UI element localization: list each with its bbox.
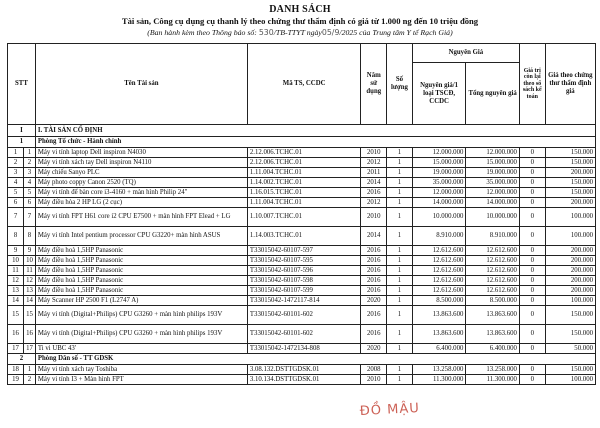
asset-name: Máy điều hoà 1,5HP Panasonic bbox=[35, 246, 247, 256]
year-used: 2016 bbox=[361, 306, 387, 325]
document-subtitle: Tài sản, Công cụ dụng cụ thanh lý theo chứng thư thẩm định có giá từ 1.000 ng đến 10 triệu đồng bbox=[121, 16, 479, 26]
row-stt: 4 bbox=[8, 178, 24, 188]
year-used: 2016 bbox=[361, 266, 387, 276]
appraised-price: 200.000 bbox=[545, 266, 595, 276]
total-price: 10.000.000 bbox=[466, 208, 520, 227]
table-row bbox=[8, 286, 596, 296]
year-used: 2020 bbox=[361, 296, 387, 306]
row-sub-index: 4 bbox=[24, 178, 36, 188]
unit-price: 12.000.000 bbox=[412, 148, 466, 158]
asset-name: Ti vi UBC 43' bbox=[35, 344, 247, 354]
asset-name: Máy vi tính FPT H61 core i2 CPU E7500 + màn hình FPT Elead + LG bbox=[35, 208, 247, 227]
total-price: 14.000.000 bbox=[466, 198, 520, 208]
row-sub-index: 9 bbox=[24, 246, 36, 256]
note-suffix: /2025 của Trung tâm Y tế Rạch Giá) bbox=[339, 28, 453, 37]
total-price: 11.300.000 bbox=[466, 375, 520, 385]
remaining-value: 0 bbox=[519, 198, 545, 208]
appraised-price: 150.000 bbox=[545, 365, 595, 375]
row-sub-index: 16 bbox=[24, 325, 36, 344]
asset-code: 2.12.006.TCHC.01 bbox=[247, 148, 361, 158]
unit-price: 12.000.000 bbox=[412, 188, 466, 198]
remaining-value: 0 bbox=[519, 365, 545, 375]
table-row bbox=[8, 296, 596, 306]
asset-code: T33015042-60101-602 bbox=[247, 306, 361, 325]
header-original-group: Nguyên Giá bbox=[412, 44, 519, 63]
total-price: 12.000.000 bbox=[466, 148, 520, 158]
asset-name: Máy vi tính để bàn core i3-4160 + màn hình Philip 24" bbox=[35, 188, 247, 198]
table-row bbox=[8, 246, 596, 256]
asset-code: 1.11.004.TCHC.01 bbox=[247, 198, 361, 208]
appraised-price: 200.000 bbox=[545, 246, 595, 256]
remaining-value: 0 bbox=[519, 375, 545, 385]
unit-price: 13.258.000 bbox=[412, 365, 466, 375]
year-used: 2016 bbox=[361, 188, 387, 198]
asset-name: Máy vi tính (Digital+Philips) CPU G3260 + màn hình philips 193V bbox=[35, 325, 247, 344]
quantity: 1 bbox=[387, 168, 413, 178]
quantity: 1 bbox=[387, 276, 413, 286]
department-row bbox=[8, 137, 596, 148]
unit-price: 14.000.000 bbox=[412, 198, 466, 208]
remaining-value: 0 bbox=[519, 158, 545, 168]
unit-price: 11.300.000 bbox=[412, 375, 466, 385]
year-used: 2014 bbox=[361, 227, 387, 246]
remaining-value: 0 bbox=[519, 168, 545, 178]
unit-price: 13.863.600 bbox=[412, 325, 466, 344]
asset-code: T33015042-60107-597 bbox=[247, 246, 361, 256]
row-stt: 17 bbox=[8, 344, 24, 354]
asset-code: 1.14.002.TCHC.01 bbox=[247, 178, 361, 188]
table-row bbox=[8, 208, 596, 227]
unit-price: 6.400.000 bbox=[412, 344, 466, 354]
appraised-price: 100.000 bbox=[545, 296, 595, 306]
table-body bbox=[8, 125, 596, 385]
row-sub-index: 10 bbox=[24, 256, 36, 266]
row-sub-index: 2 bbox=[24, 158, 36, 168]
asset-name: Máy vi tính laptop Dell inspiron N4030 bbox=[35, 148, 247, 158]
appraised-price: 150.000 bbox=[545, 188, 595, 198]
total-price: 13.258.000 bbox=[466, 365, 520, 375]
appraised-price: 150.000 bbox=[545, 178, 595, 188]
total-price: 12.612.600 bbox=[466, 276, 520, 286]
row-sub-index: 1 bbox=[24, 365, 36, 375]
year-used: 2016 bbox=[361, 256, 387, 266]
row-stt: 5 bbox=[8, 188, 24, 198]
document-note bbox=[0, 28, 600, 37]
year-used: 2016 bbox=[361, 276, 387, 286]
quantity: 1 bbox=[387, 178, 413, 188]
asset-code: T33015042-60107-598 bbox=[247, 276, 361, 286]
quantity: 1 bbox=[387, 148, 413, 158]
appraised-price: 200.000 bbox=[545, 276, 595, 286]
total-price: 12.612.600 bbox=[466, 286, 520, 296]
note-date: 05/9 bbox=[321, 28, 340, 37]
quantity: 1 bbox=[387, 208, 413, 227]
header-remaining: Giá trị còn lại theo sổ sách kế toán bbox=[519, 44, 545, 125]
appraised-price: 200.000 bbox=[545, 286, 595, 296]
unit-price: 35.000.000 bbox=[412, 178, 466, 188]
row-sub-index: 14 bbox=[24, 296, 36, 306]
asset-name: Máy photo coppy Canon 2520 (TQ) bbox=[35, 178, 247, 188]
total-price: 8.910.000 bbox=[466, 227, 520, 246]
table-row bbox=[8, 178, 596, 188]
asset-code: 3.10.134.DSTTGDSK.01 bbox=[247, 375, 361, 385]
department-row bbox=[8, 354, 596, 365]
year-used: 2014 bbox=[361, 178, 387, 188]
total-price: 6.400.000 bbox=[466, 344, 520, 354]
quantity: 1 bbox=[387, 158, 413, 168]
remaining-value: 0 bbox=[519, 306, 545, 325]
unit-price: 12.612.600 bbox=[412, 246, 466, 256]
total-price: 12.612.600 bbox=[466, 266, 520, 276]
quantity: 1 bbox=[387, 365, 413, 375]
total-price: 35.000.000 bbox=[466, 178, 520, 188]
table-row bbox=[8, 375, 596, 385]
asset-name: Máy vi tính Intel pentium processor CPU G3220+ màn hình ASUS bbox=[35, 227, 247, 246]
note-number: 530 bbox=[258, 28, 274, 37]
remaining-value: 0 bbox=[519, 188, 545, 198]
quantity: 1 bbox=[387, 227, 413, 246]
header-name: Tên Tài sản bbox=[35, 44, 247, 125]
appraised-price: 150.000 bbox=[545, 306, 595, 325]
header-stt: STT bbox=[8, 44, 36, 125]
table-row bbox=[8, 227, 596, 246]
row-stt: 9 bbox=[8, 246, 24, 256]
asset-code: T33015042-60107-599 bbox=[247, 286, 361, 296]
total-price: 8.500.000 bbox=[466, 296, 520, 306]
table-row bbox=[8, 256, 596, 266]
row-stt: 6 bbox=[8, 198, 24, 208]
remaining-value: 0 bbox=[519, 276, 545, 286]
row-sub-index: 5 bbox=[24, 188, 36, 198]
row-stt: 11 bbox=[8, 266, 24, 276]
asset-table bbox=[7, 43, 596, 385]
row-stt: 14 bbox=[8, 296, 24, 306]
row-sub-index: 1 bbox=[24, 148, 36, 158]
year-used: 2012 bbox=[361, 158, 387, 168]
remaining-value: 0 bbox=[519, 208, 545, 227]
asset-name: Máy điều hoà 1,5HP Panasonic bbox=[35, 276, 247, 286]
appraised-price: 200.000 bbox=[545, 168, 595, 178]
asset-code: T33015042-1472117-814 bbox=[247, 296, 361, 306]
section-label: I. TÀI SẢN CỐ ĐỊNH bbox=[35, 125, 595, 137]
row-stt: 12 bbox=[8, 276, 24, 286]
year-used: 2016 bbox=[361, 286, 387, 296]
document-title: DANH SÁCH bbox=[269, 4, 331, 15]
remaining-value: 0 bbox=[519, 344, 545, 354]
row-stt: 2 bbox=[8, 158, 24, 168]
row-sub-index: 17 bbox=[24, 344, 36, 354]
total-price: 12.612.600 bbox=[466, 246, 520, 256]
remaining-value: 0 bbox=[519, 246, 545, 256]
asset-code: 1.16.015.TCHC.01 bbox=[247, 188, 361, 198]
note-middle: /TB-TTYT ngày bbox=[273, 28, 322, 37]
row-sub-index: 2 bbox=[24, 375, 36, 385]
table-row bbox=[8, 344, 596, 354]
appraised-price: 100.000 bbox=[545, 208, 595, 227]
row-sub-index: 11 bbox=[24, 266, 36, 276]
unit-price: 8.500.000 bbox=[412, 296, 466, 306]
header-year: Năm sử dụng bbox=[361, 44, 387, 125]
quantity: 1 bbox=[387, 286, 413, 296]
remaining-value: 0 bbox=[519, 256, 545, 266]
header-qty: Số lượng bbox=[387, 44, 413, 125]
year-used: 2008 bbox=[361, 365, 387, 375]
unit-price: 12.612.600 bbox=[412, 266, 466, 276]
signature-stamp: ĐỒ MẬU bbox=[359, 400, 421, 420]
quantity: 1 bbox=[387, 296, 413, 306]
total-price: 12.000.000 bbox=[466, 188, 520, 198]
total-price: 13.863.600 bbox=[466, 306, 520, 325]
year-used: 2012 bbox=[361, 198, 387, 208]
table-row bbox=[8, 188, 596, 198]
note-prefix: (Ban hành kèm theo Thông báo số: bbox=[147, 28, 259, 37]
appraised-price: 100.000 bbox=[545, 227, 595, 246]
appraised-price: 100.000 bbox=[545, 375, 595, 385]
asset-name: Máy điều hòa 2 HP LG (2 cục) bbox=[35, 198, 247, 208]
table-row bbox=[8, 325, 596, 344]
table-row bbox=[8, 365, 596, 375]
asset-code: 1.14.003.TCHC.01 bbox=[247, 227, 361, 246]
remaining-value: 0 bbox=[519, 227, 545, 246]
section-row bbox=[8, 125, 596, 137]
quantity: 1 bbox=[387, 325, 413, 344]
row-sub-index: 6 bbox=[24, 198, 36, 208]
asset-code: 3.08.132.DSTTGDSK.01 bbox=[247, 365, 361, 375]
row-stt: 16 bbox=[8, 325, 24, 344]
unit-price: 10.000.000 bbox=[412, 208, 466, 227]
asset-name: Máy vi tính (Digital+Philips) CPU G3260 + màn hình philips 193V bbox=[35, 306, 247, 325]
table-row bbox=[8, 306, 596, 325]
unit-price: 13.863.600 bbox=[412, 306, 466, 325]
row-stt: 8 bbox=[8, 227, 24, 246]
quantity: 1 bbox=[387, 246, 413, 256]
appraised-price: 200.000 bbox=[545, 256, 595, 266]
header-appraised: Giá theo chứng thư thẩm định giá bbox=[545, 44, 595, 125]
table-header bbox=[8, 44, 596, 125]
header-unit-price: Nguyên giá/1 loại TSCĐ, CCDC bbox=[412, 63, 466, 125]
table-row bbox=[8, 148, 596, 158]
remaining-value: 0 bbox=[519, 296, 545, 306]
department-index: 1 bbox=[8, 137, 36, 148]
asset-name: Máy điều hoà 1,5HP Panasonic bbox=[35, 266, 247, 276]
row-stt: 13 bbox=[8, 286, 24, 296]
year-used: 2016 bbox=[361, 325, 387, 344]
table-row bbox=[8, 158, 596, 168]
asset-name: Máy vi tính I3 + Màn hình FPT bbox=[35, 375, 247, 385]
table-row bbox=[8, 276, 596, 286]
total-price: 12.612.600 bbox=[466, 256, 520, 266]
header-code: Mã TS, CCDC bbox=[247, 44, 361, 125]
remaining-value: 0 bbox=[519, 148, 545, 158]
unit-price: 12.612.600 bbox=[412, 286, 466, 296]
unit-price: 12.612.600 bbox=[412, 276, 466, 286]
asset-code: 1.11.004.TCHC.01 bbox=[247, 168, 361, 178]
department-label: Phòng Dân số - TT GDSK bbox=[35, 354, 595, 365]
row-stt: 18 bbox=[8, 365, 24, 375]
year-used: 2010 bbox=[361, 375, 387, 385]
asset-name: Máy Scanner HP 2500 F1 (L2747 A) bbox=[35, 296, 247, 306]
total-price: 19.000.000 bbox=[466, 168, 520, 178]
appraised-price: 150.000 bbox=[545, 325, 595, 344]
asset-name: Máy điều hoà 1,5HP Panasonic bbox=[35, 286, 247, 296]
table-row bbox=[8, 198, 596, 208]
asset-code: 2.12.006.TCHC.01 bbox=[247, 158, 361, 168]
department-label: Phòng Tổ chức - Hành chính bbox=[35, 137, 595, 148]
row-sub-index: 15 bbox=[24, 306, 36, 325]
row-sub-index: 12 bbox=[24, 276, 36, 286]
year-used: 2010 bbox=[361, 208, 387, 227]
row-stt: 7 bbox=[8, 208, 24, 227]
appraised-price: 150.000 bbox=[545, 148, 595, 158]
quantity: 1 bbox=[387, 306, 413, 325]
remaining-value: 0 bbox=[519, 178, 545, 188]
row-sub-index: 3 bbox=[24, 168, 36, 178]
quantity: 1 bbox=[387, 266, 413, 276]
remaining-value: 0 bbox=[519, 266, 545, 276]
row-sub-index: 8 bbox=[24, 227, 36, 246]
quantity: 1 bbox=[387, 256, 413, 266]
year-used: 2011 bbox=[361, 168, 387, 178]
row-sub-index: 7 bbox=[24, 208, 36, 227]
asset-code: T33015042-60101-602 bbox=[247, 325, 361, 344]
appraised-price: 50.000 bbox=[545, 344, 595, 354]
remaining-value: 0 bbox=[519, 286, 545, 296]
year-used: 2010 bbox=[361, 148, 387, 158]
total-price: 15.000.000 bbox=[466, 158, 520, 168]
unit-price: 8.910.000 bbox=[412, 227, 466, 246]
table-row bbox=[8, 266, 596, 276]
quantity: 1 bbox=[387, 344, 413, 354]
asset-code: T33015042-60107-595 bbox=[247, 256, 361, 266]
quantity: 1 bbox=[387, 188, 413, 198]
asset-name: Máy chiếu Sanyo PLC bbox=[35, 168, 247, 178]
unit-price: 19.000.000 bbox=[412, 168, 466, 178]
asset-code: 1.10.007.TCHC.01 bbox=[247, 208, 361, 227]
row-stt: 15 bbox=[8, 306, 24, 325]
quantity: 1 bbox=[387, 375, 413, 385]
asset-name: Máy vi tính xách tay Dell inspiron N4110 bbox=[35, 158, 247, 168]
total-price: 13.863.600 bbox=[466, 325, 520, 344]
section-index: I bbox=[8, 125, 36, 137]
row-stt: 3 bbox=[8, 168, 24, 178]
asset-name: Máy vi tính xách tay Toshiba bbox=[35, 365, 247, 375]
unit-price: 12.612.600 bbox=[412, 256, 466, 266]
table-row bbox=[8, 168, 596, 178]
header-total-price: Tổng nguyên giá bbox=[466, 63, 520, 125]
row-stt: 19 bbox=[8, 375, 24, 385]
appraised-price: 150.000 bbox=[545, 158, 595, 168]
year-used: 2020 bbox=[361, 344, 387, 354]
row-stt: 1 bbox=[8, 148, 24, 158]
row-stt: 10 bbox=[8, 256, 24, 266]
asset-name: Máy điều hoà 1,5HP Panasonic bbox=[35, 256, 247, 266]
year-used: 2016 bbox=[361, 246, 387, 256]
department-index: 2 bbox=[8, 354, 36, 365]
unit-price: 15.000.000 bbox=[412, 158, 466, 168]
remaining-value: 0 bbox=[519, 325, 545, 344]
row-sub-index: 13 bbox=[24, 286, 36, 296]
quantity: 1 bbox=[387, 198, 413, 208]
appraised-price: 200.000 bbox=[545, 198, 595, 208]
asset-code: T33015042-60107-596 bbox=[247, 266, 361, 276]
asset-code: T33015042-1472134-808 bbox=[247, 344, 361, 354]
